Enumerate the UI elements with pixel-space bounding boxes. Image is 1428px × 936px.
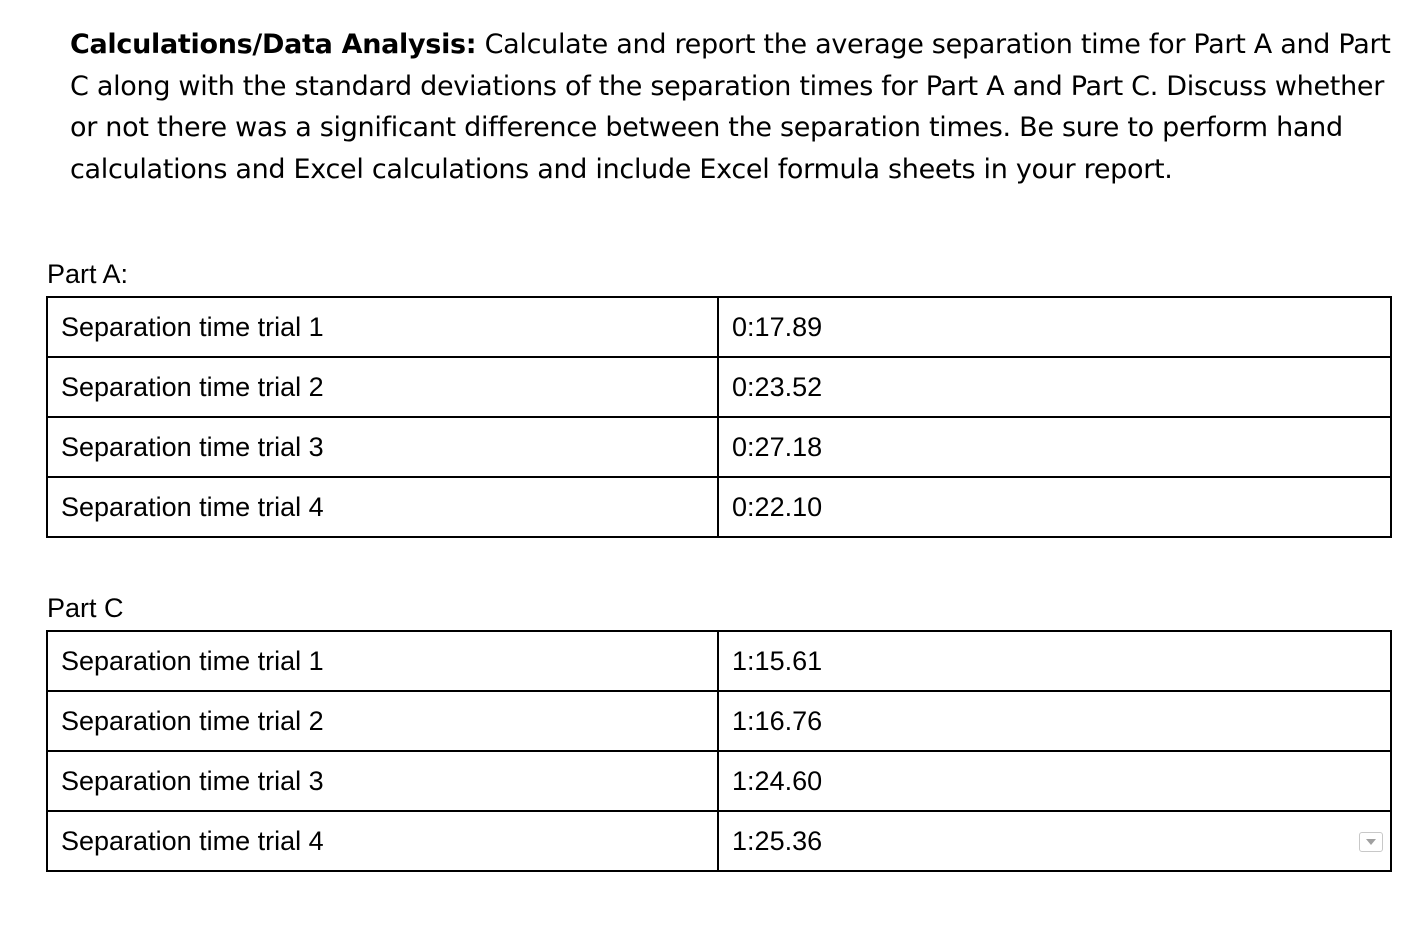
trial-label-cell: Separation time trial 2: [47, 691, 718, 751]
trial-value-cell: 1:16.76: [718, 691, 1391, 751]
trial-value-cell: 1:15.61: [718, 631, 1391, 691]
trial-label-cell: Separation time trial 1: [47, 297, 718, 357]
trial-value-cell: 0:17.89: [718, 297, 1391, 357]
table-row: [47, 691, 1391, 751]
trial-label-cell: Separation time trial 4: [47, 477, 718, 537]
chevron-down-icon: [1365, 838, 1377, 846]
table-row: [47, 477, 1391, 537]
trial-label-cell: Separation time trial 4: [47, 811, 718, 871]
table-row: [47, 417, 1391, 477]
part-c-table: [46, 630, 1392, 872]
trial-label-cell: Separation time trial 2: [47, 357, 718, 417]
instructions-body: Calculate and report the average separation time for Part A and Part C along with the standard deviations of the separation times for Part A and Part C. Discuss whether or not there was a significant difference between the separation times. Be sure to perform hand calculations and Excel calculations and include Excel formula sheets in your report.: [70, 29, 1391, 185]
part-a-table: [46, 296, 1392, 538]
part-a-label: Part A:: [47, 259, 129, 289]
table-row: [47, 357, 1391, 417]
table-row: [47, 631, 1391, 691]
table-row: [47, 297, 1391, 357]
trial-label-cell: Separation time trial 1: [47, 631, 718, 691]
trial-value-cell: 0:22.10: [718, 477, 1391, 537]
part-c-label: Part C: [47, 593, 124, 623]
instructions-paragraph: [70, 24, 1400, 190]
trial-value-cell: 0:23.52: [718, 357, 1391, 417]
instructions-heading: Calculations/Data Analysis:: [70, 29, 477, 60]
table-row: [47, 751, 1391, 811]
trial-value-cell: 0:27.18: [718, 417, 1391, 477]
trial-label-cell: Separation time trial 3: [47, 751, 718, 811]
table-row: [47, 811, 1391, 871]
trial-value-cell: 1:25.36: [718, 811, 1391, 871]
trial-label-cell: Separation time trial 3: [47, 417, 718, 477]
table-options-dropdown[interactable]: [1359, 832, 1383, 852]
trial-value-cell: 1:24.60: [718, 751, 1391, 811]
